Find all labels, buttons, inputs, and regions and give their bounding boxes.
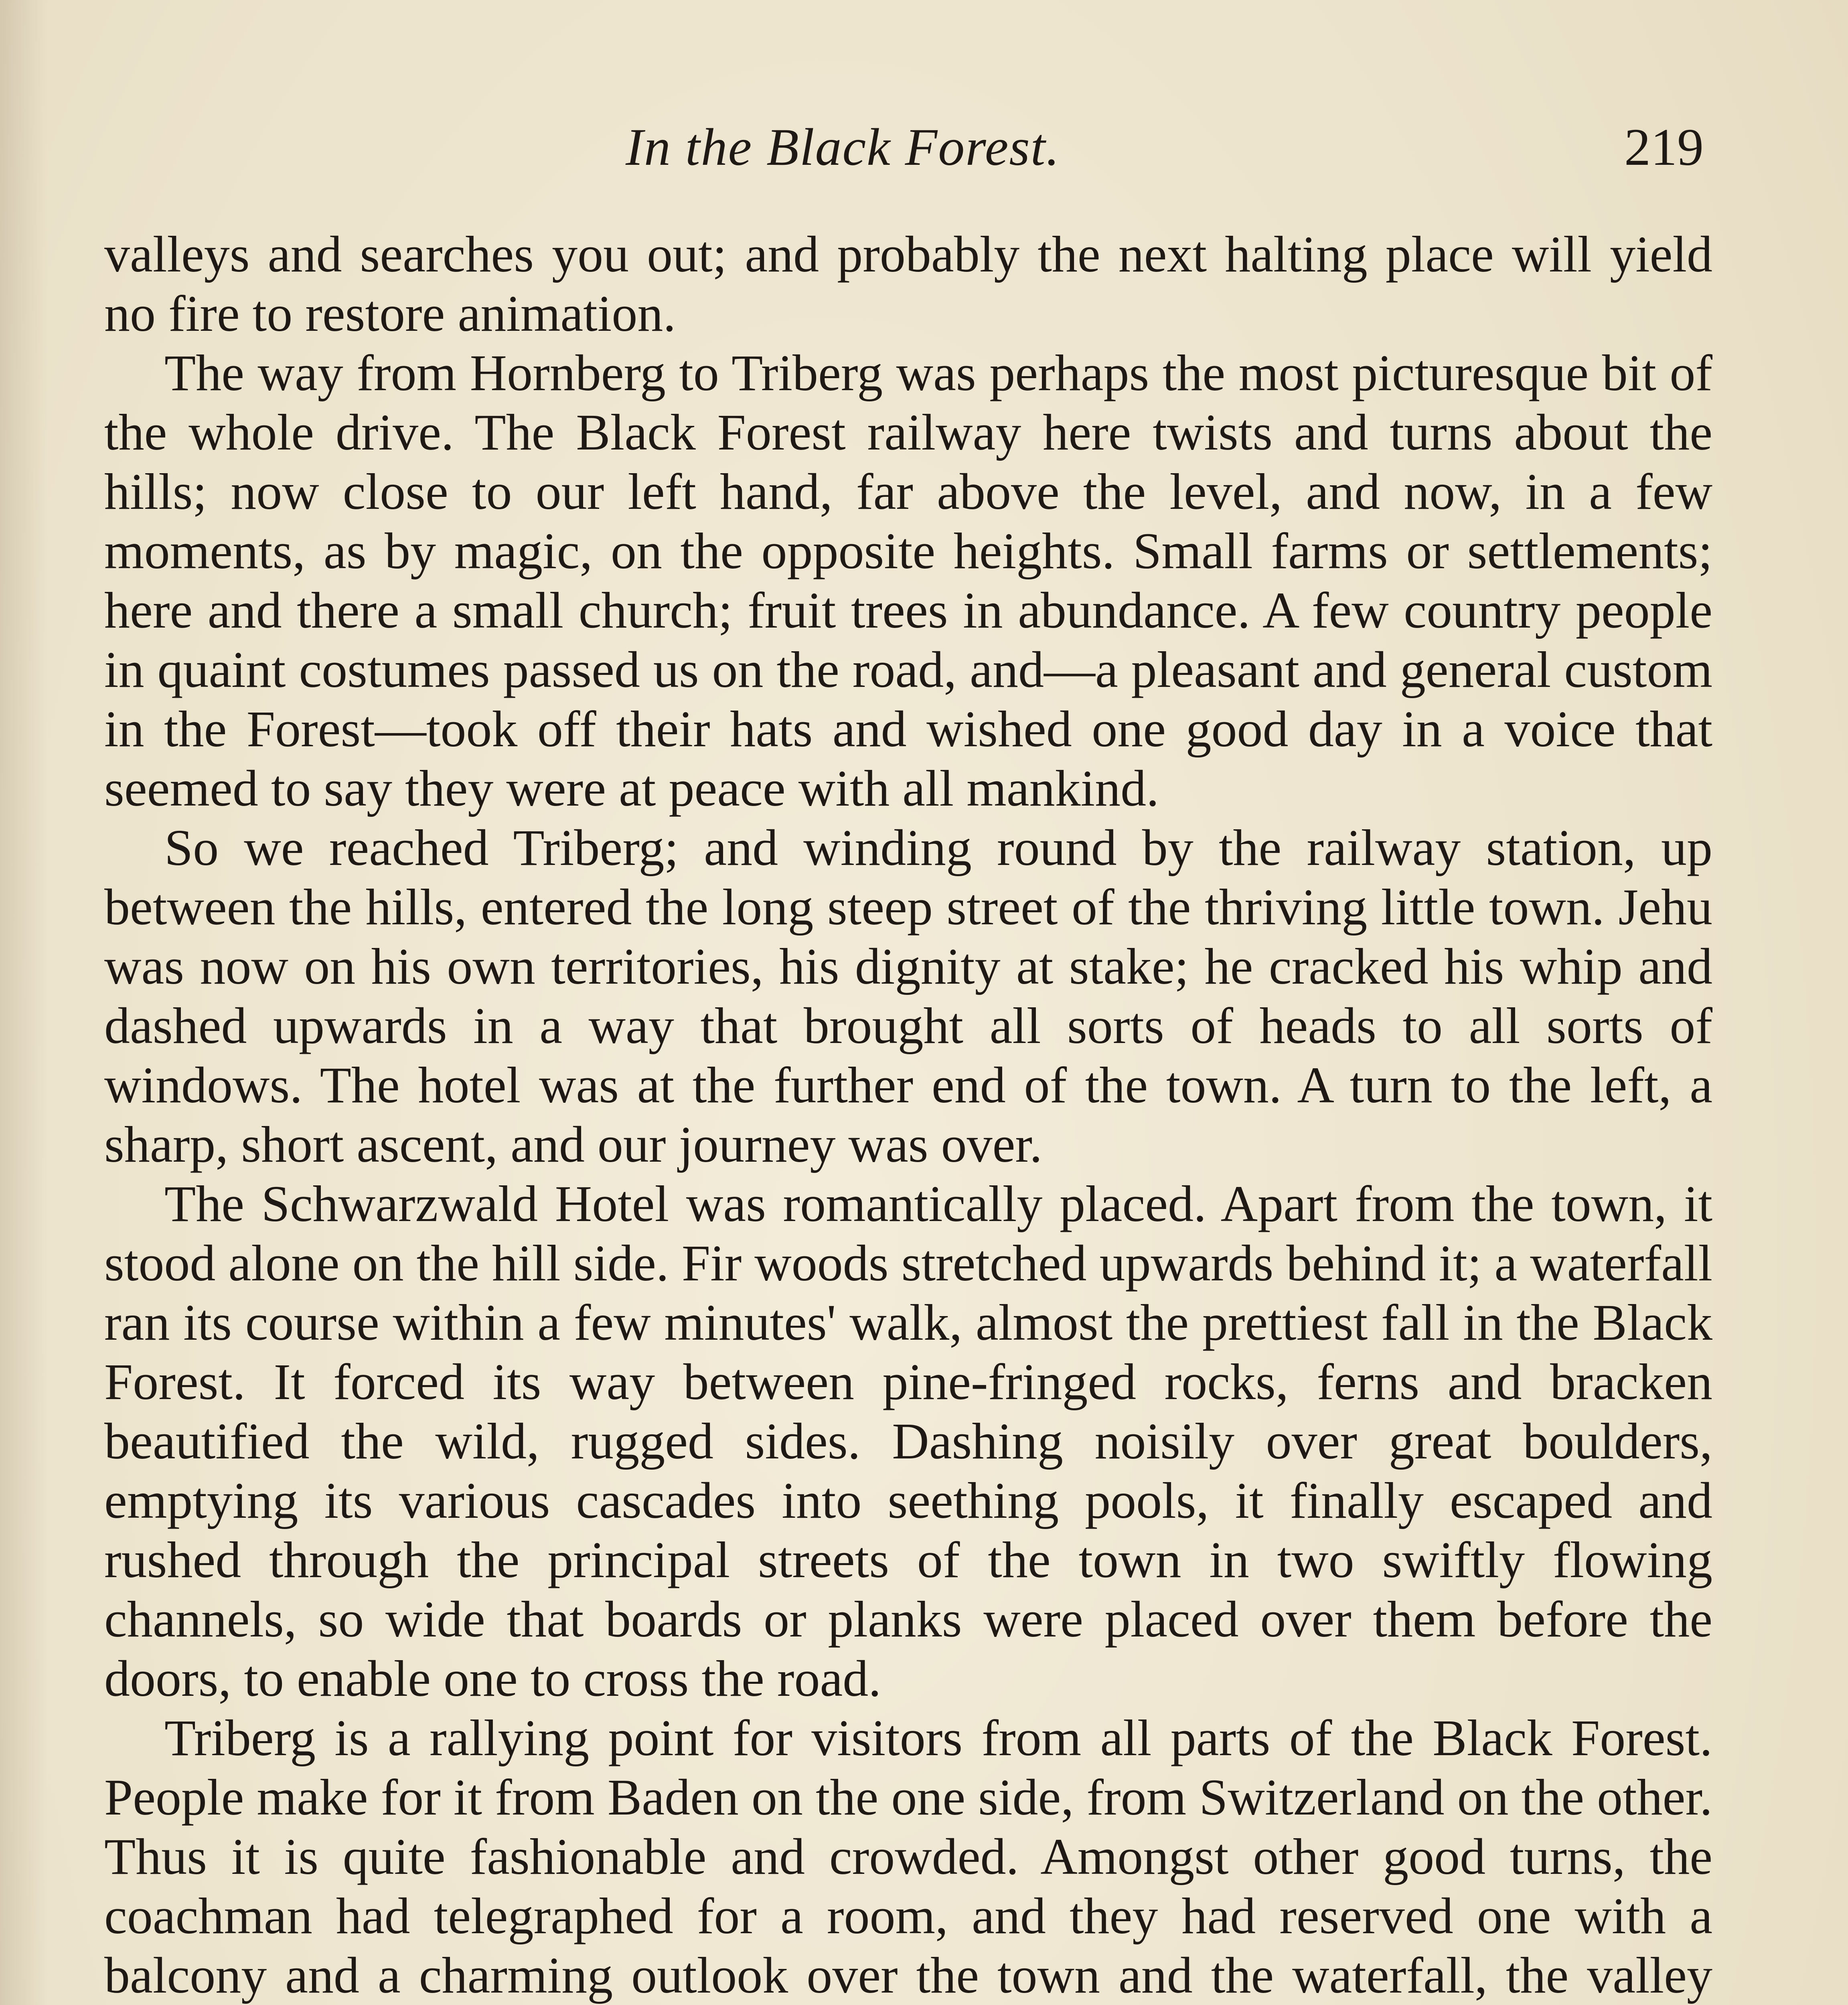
body-text xyxy=(104,225,1712,2005)
page-number: 219 xyxy=(1624,117,1704,176)
spine-shadow xyxy=(0,0,48,2005)
paragraph: The Schwarzwald Hotel was romantically placed. Apart from the town, it stood alone on the hill side. Fir woods stretched upwards behind it; a waterfall ran its course within a few minutes' walk, almost the prettiest fall in the Black Forest. It forced its way between pine-fringed rocks, ferns and bracken beautified the wild, rugged sides. Dashing noisily over great boulders, emptying its various cascades into seething pools, it finally escaped and rushed through the principal streets of the town in two swiftly flowing channels, so wide that boards or planks were placed over them before the doors, to enable one to cross the road. xyxy=(104,1175,1712,1707)
paragraph: The way from Hornberg to Triberg was perhaps the most picturesque bit of the whole drive. The Black Forest railway here twists and turns about the hills; now close to our left hand, far above the level, and now, in a few moments, as by magic, on the opposite heights. Small farms or settlements; here and there a small church; fruit trees in abundance. A few country people in quaint costumes passed us on the road, and—a pleasant and general custom in the Forest—took off their hats and wished one good day in a voice that seemed to say they were at peace with all mankind. xyxy=(104,344,1712,817)
paragraph: valleys and searches you out; and probably the next halting place will yield no fire to restore animation. xyxy=(104,226,1712,342)
running-title: In the Black Forest. xyxy=(626,117,1060,176)
paragraph: So we reached Triberg; and winding round by the railway station, up between the hills, entered the long steep street of the thriving little town. Jehu was now on his own territories, his dignity at stake; he cracked his whip and dashed upwards in a way that brought all sorts of heads to all sorts of windows. The hotel was at the further end of the town. A turn to the left, a sharp, short ascent, and our journey was over. xyxy=(104,819,1712,1173)
paragraph: Triberg is a rallying point for visitors from all parts of the Black Forest. People make for it from Baden on the one side, from Switzerland on the other. Thus it is quite fashionable and crowded. Amongst other good turns, the coachman had telegraphed for a room, and they had reserved one with a balcony and a charming outlook over the town and the waterfall, the valley xyxy=(104,1709,1712,2004)
